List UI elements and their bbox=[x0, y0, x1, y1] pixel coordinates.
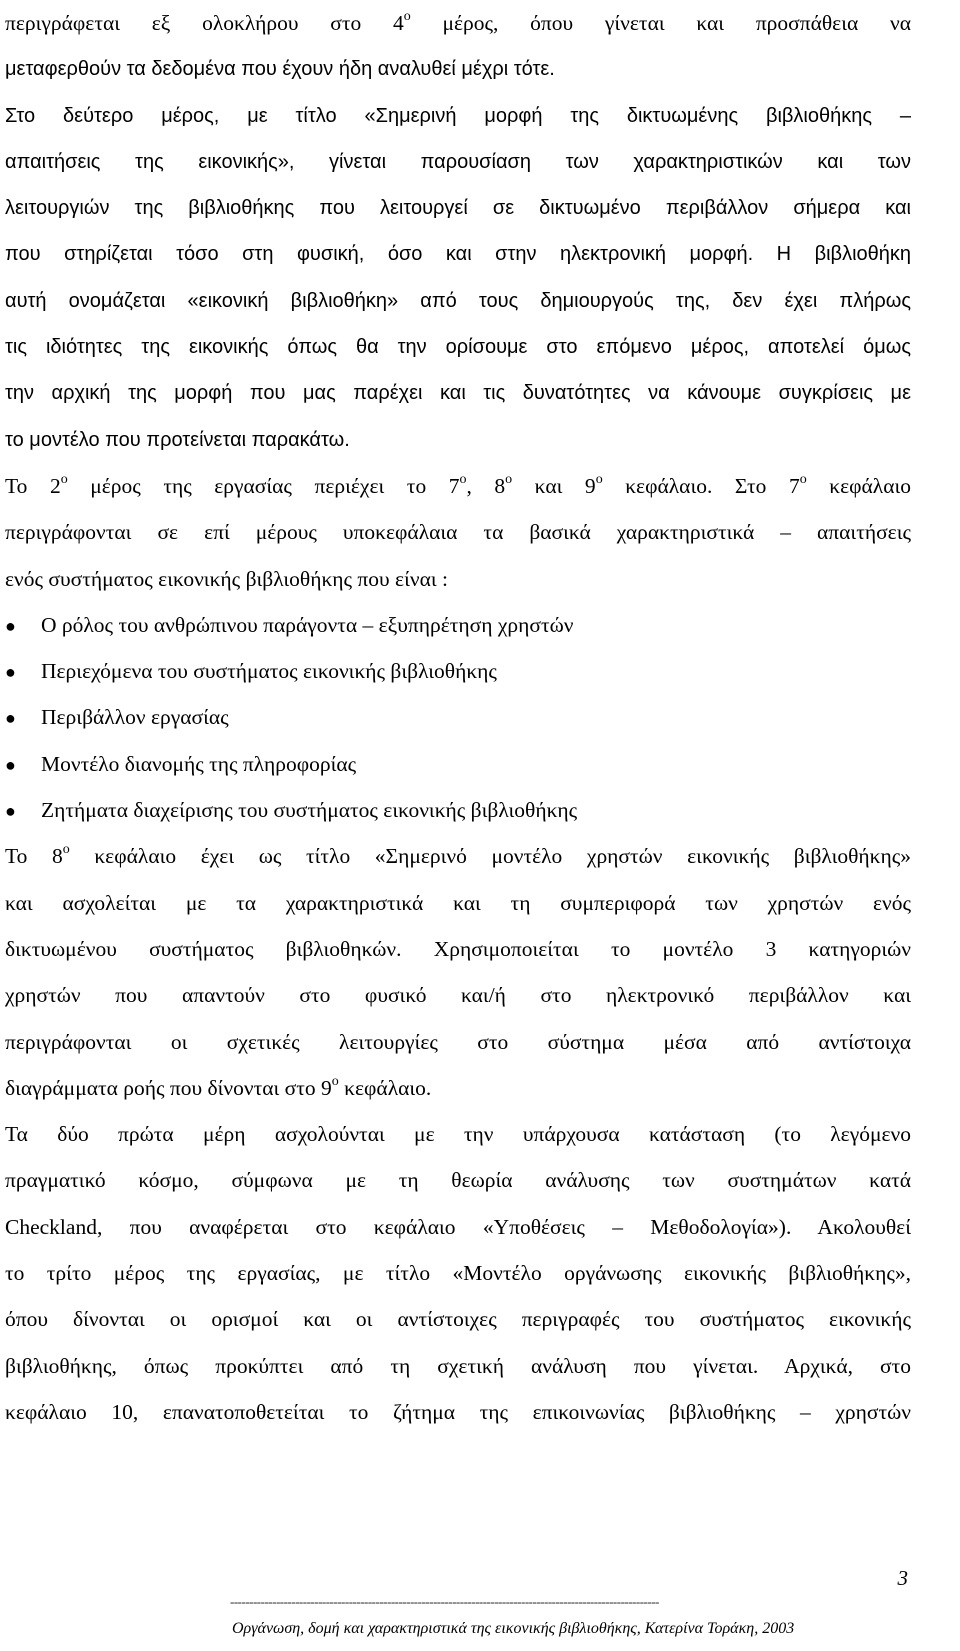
text-line: Τα δύο πρώτα μέρη ασχολούνται με την υπάρχουσα κατάσταση (το λεγόμενο bbox=[5, 1122, 911, 1147]
footer-rule: ---------------------------------------------------------------------------------------------------------------- bbox=[230, 1594, 659, 1609]
bullet-icon: ● bbox=[5, 708, 16, 729]
text-line: αυτή ονομάζεται «εικονική βιβλιοθήκη» από τους δημιουργούς της, δεν έχει πλήρως bbox=[5, 289, 911, 312]
text-line: Στο δεύτερο μέρος, με τίτλο «Σημερινή μορφή της δικτυωμένης βιβλιοθήκης – bbox=[5, 104, 911, 127]
bullet-icon: ● bbox=[5, 754, 16, 775]
bullet-icon: ● bbox=[5, 801, 16, 822]
list-item: ● Μοντέλο διανομής της πληροφορίας bbox=[5, 741, 911, 787]
body-text bbox=[5, 0, 911, 1435]
text-line: περιγράφεται εξ ολοκλήρου στο $4^o$ μέρος, όπου γίνεται και προσπάθεια να bbox=[5, 8, 911, 35]
text-line: μεταφερθούν τα δεδομένα που έχουν ήδη αναλυθεί μέχρι τότε. bbox=[5, 58, 555, 81]
text-line: τις ιδιότητες της εικονικής όπως θα την ορίσουμε στο επόμενο μέρος, αποτελεί όμως bbox=[5, 336, 911, 359]
text-line: απαιτήσεις της εικονικής», γίνεται παρουσίαση των χαρακτηριστικών και των bbox=[5, 150, 911, 173]
text-line: κεφάλαιο 10, επανατοποθετείται το ζήτημα της επικοινωνίας βιβλιοθήκης – χρηστών bbox=[5, 1399, 911, 1424]
text-line: Checkland, που αναφέρεται στο κεφάλαιο «Υποθέσεις – Μεθοδολογία»). Ακολουθεί bbox=[5, 1214, 911, 1239]
bullet-icon: ● bbox=[5, 615, 16, 636]
text-line: δικτυωμένου συστήματος βιβλιοθηκών. Χρησιμοποιείται το μοντέλο 3 κατηγοριών bbox=[5, 936, 911, 961]
text-line: βιβλιοθήκης, όπως προκύπτει από τη σχετική ανάλυση που γίνεται. Αρχικά, στο bbox=[5, 1353, 911, 1378]
text-line: Το $8^o$ κεφάλαιο έχει ως τίτλο «Σημερινό μοντέλο χρηστών εικονικής βιβλιοθήκης» bbox=[5, 842, 911, 869]
list-item: ● Ο ρόλος του ανθρώπινου παράγοντα – εξυπηρέτηση χρηστών bbox=[5, 602, 911, 648]
page-number: 3 bbox=[897, 1566, 908, 1590]
text-line: και ασχολείται με τα χαρακτηριστικά και τη συμπεριφορά των χρηστών ενός bbox=[5, 890, 911, 915]
text-line: Το $2^o$ μέρος της εργασίας περιέχει το $7^o$, $8^o$ και $9^o$ κεφάλαιο. Στο $7^o$ κεφάλαιο bbox=[5, 471, 912, 498]
list-item: ● Περιβάλλον εργασίας bbox=[5, 694, 911, 740]
text-line: χρηστών που απαντούν στο φυσικό και/ή στο ηλεκτρονικό περιβάλλον και bbox=[5, 983, 911, 1008]
footer-text: Οργάνωση, δομή και χαρακτηριστικά της εικονικής βιβλιοθήκης, Κατερίνα Τοράκη, 2003 bbox=[232, 1620, 795, 1637]
text-line: πραγματικό κόσμο, σύμφωνα με τη θεωρία ανάλυσης των συστημάτων κατά bbox=[5, 1168, 911, 1193]
text-line: λειτουργιών της βιβλιοθήκης που λειτουργεί σε δικτυωμένο περιβάλλον σήμερα και bbox=[5, 197, 911, 220]
text-line: την αρχική της μορφή που μας παρέχει και τις δυνατότητες να κάνουμε συγκρίσεις με bbox=[5, 382, 911, 405]
list-item: ● Ζητήματα διαχείρισης του συστήματος εικονικής βιβλιοθήκης bbox=[5, 787, 911, 833]
text-line: όπου δίνονται οι ορισμοί και οι αντίστοιχες περιγραφές του συστήματος εικονικής bbox=[5, 1307, 911, 1332]
text-line: που στηρίζεται τόσο στη φυσική, όσο και στην ηλεκτρονική μορφή. Η βιβλιοθήκη bbox=[5, 243, 911, 266]
text-line: διαγράμματα ροής που δίνονται στο $9^o$ κεφάλαιο. bbox=[5, 1073, 432, 1100]
text-line: ενός συστήματος εικονικής βιβλιοθήκης που είναι : bbox=[5, 566, 448, 591]
bullet-icon: ● bbox=[5, 662, 16, 683]
text-line: περιγράφονται οι σχετικές λειτουργίες στο σύστημα μέσα από αντίστοιχα bbox=[5, 1029, 911, 1054]
text-line: περιγράφονται σε επί μέρους υποκεφάλαια τα βασικά χαρακτηριστικά – απαιτήσεις bbox=[5, 520, 911, 545]
text-line: το τρίτο μέρος της εργασίας, με τίτλο «Μοντέλο οργάνωσης εικονικής βιβλιοθήκης», bbox=[5, 1261, 911, 1286]
text-line: το μοντέλο που προτείνεται παρακάτω. bbox=[5, 428, 350, 451]
list-item: ● Περιεχόμενα του συστήματος εικονικής βιβλιοθήκης bbox=[5, 648, 911, 694]
